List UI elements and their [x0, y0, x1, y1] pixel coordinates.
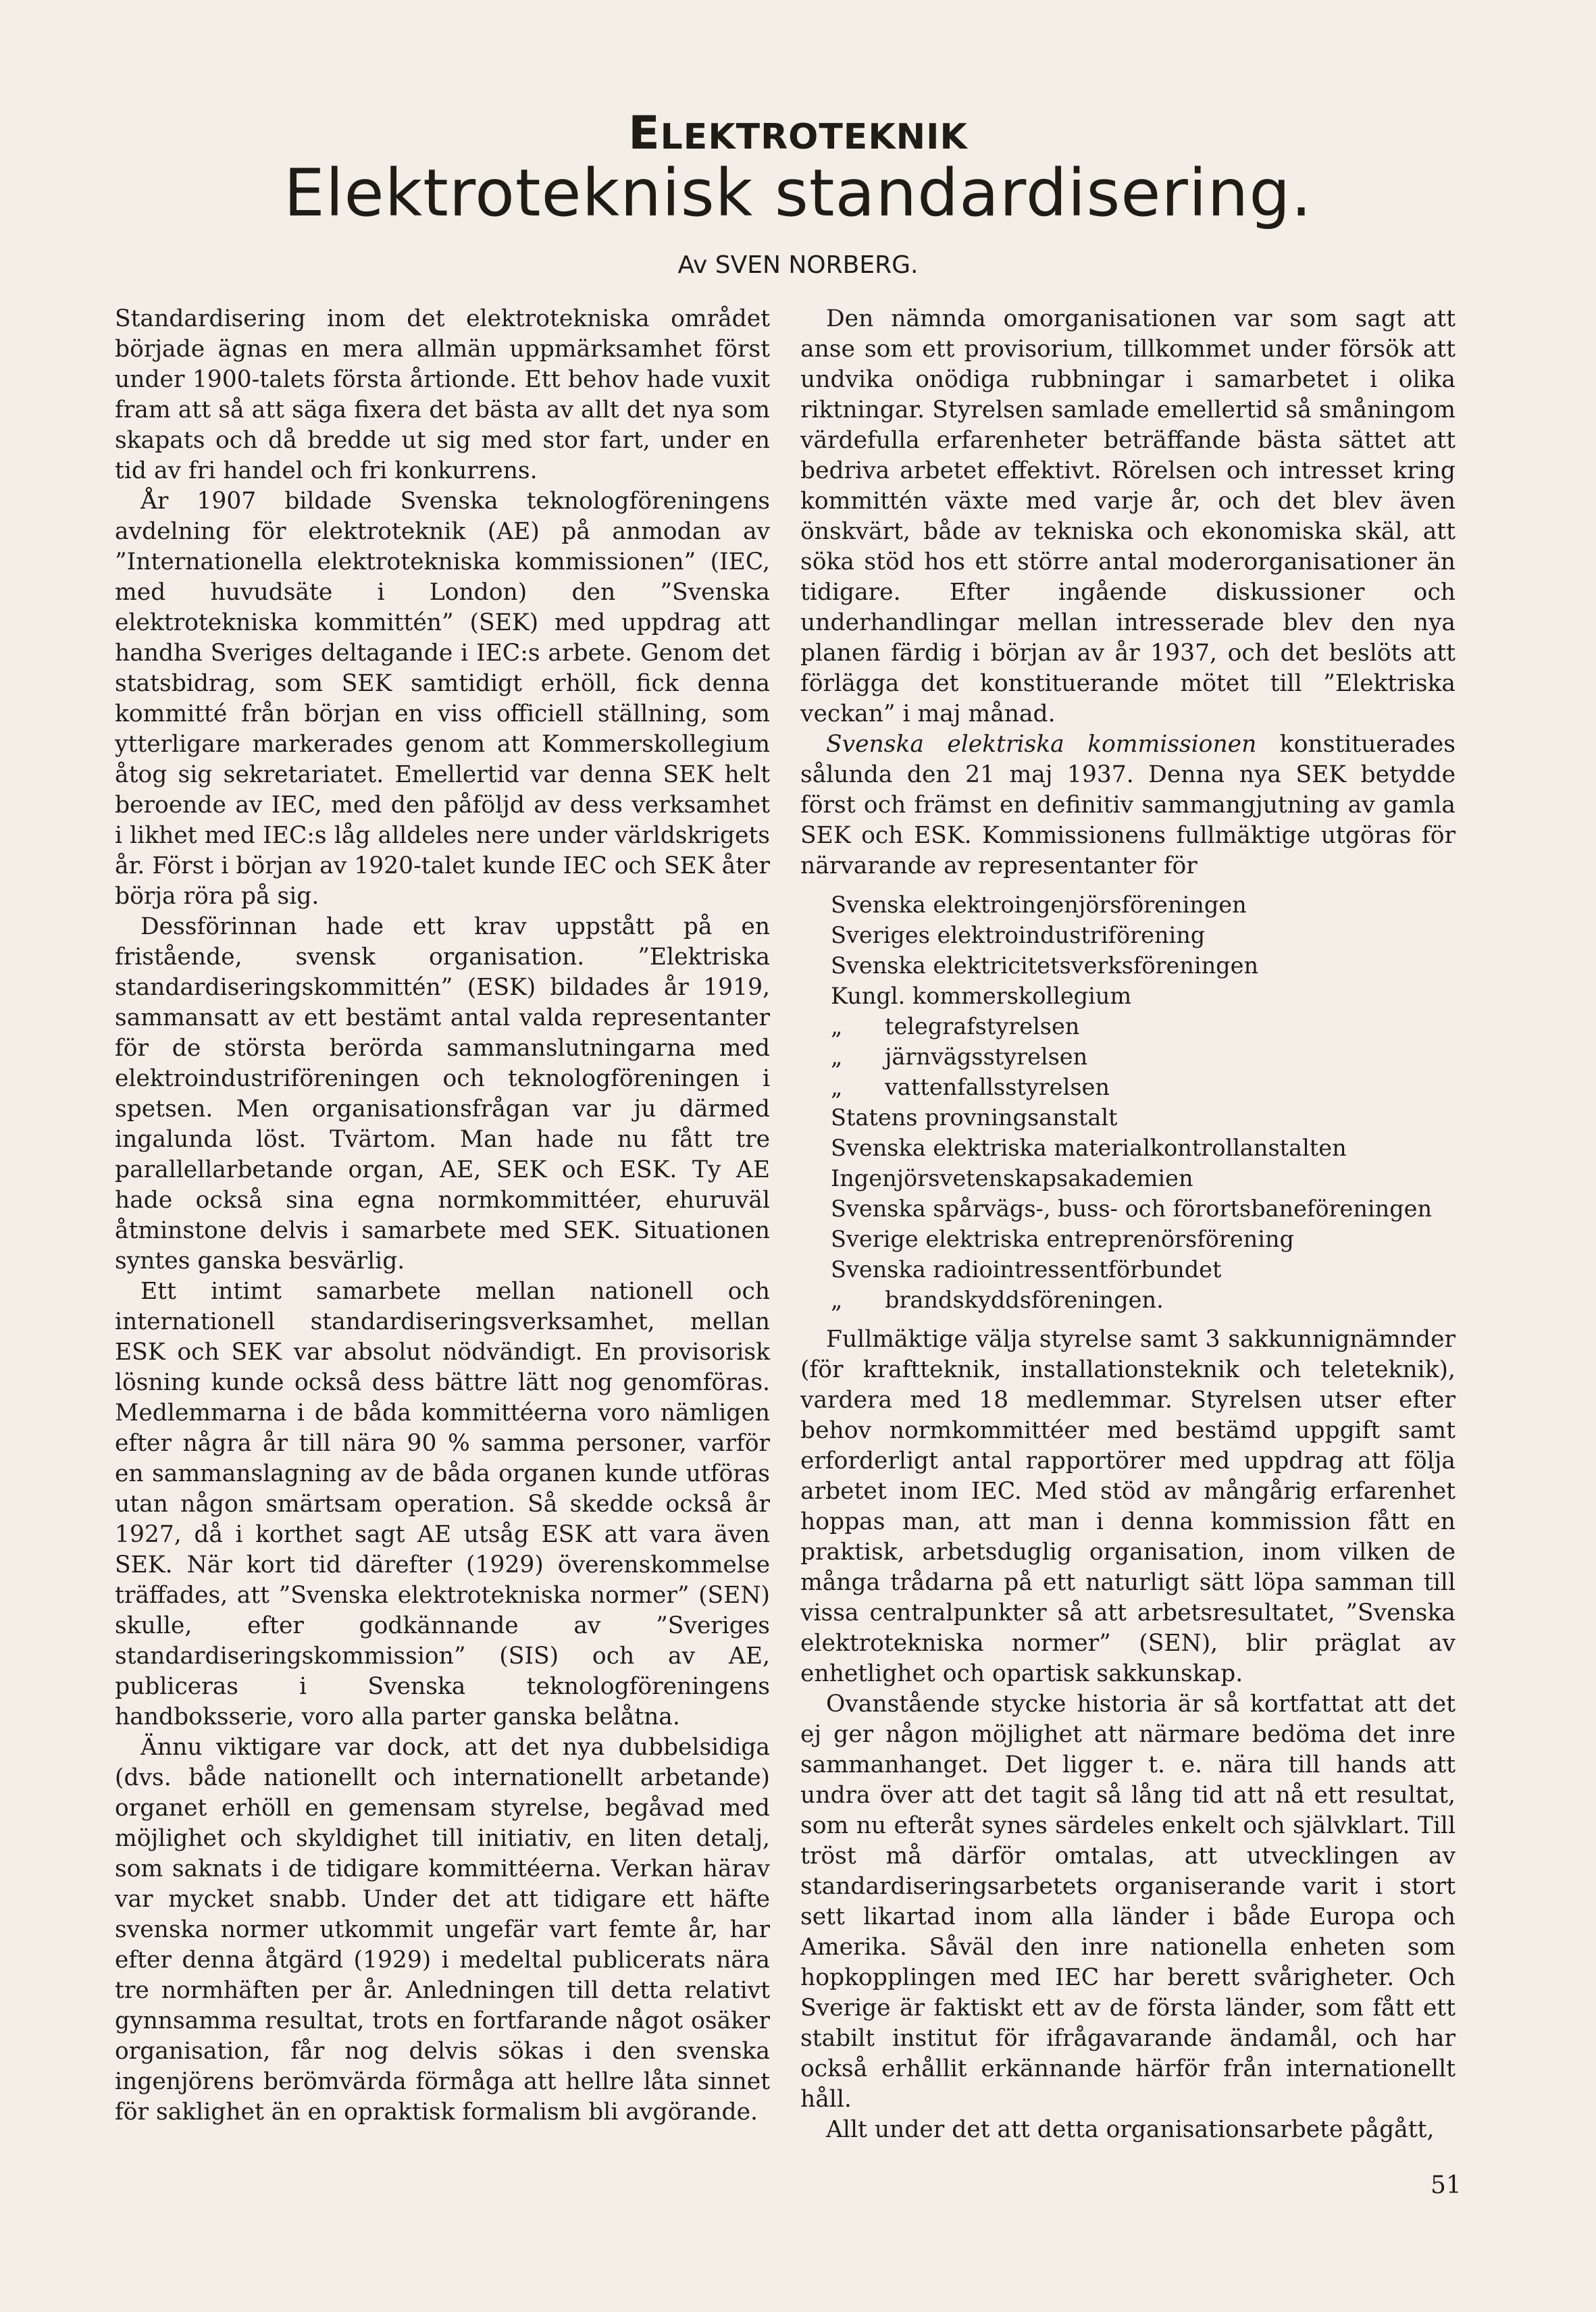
ditto-mark: „: [831, 1013, 843, 1039]
member-name: Kungl. kommerskollegium: [831, 983, 1132, 1009]
member-name: brandskyddsföreningen.: [885, 1287, 1164, 1313]
list-item: [831, 1133, 1456, 1163]
list-item: [831, 1102, 1456, 1133]
section-label-initial: E: [628, 107, 661, 160]
member-name: Sverige elektriska entreprenörsförening: [831, 1226, 1294, 1252]
paragraph: Ovanstående stycke historia är så kortfattat att det ej ger någon möjlighet att närmare bedöma det inre sammanhanget. Det ligger t. e. nära till hands att undra över att det tagit så lång tid att nå ett resultat, som nu efteråt synes särdeles enkelt och självklart. Till tröst må därför omtalas, att utvecklingen av standardiseringsarbetets organiserande varit i stort sett likartad inom alla länder i både Europa och Amerika. Såväl den inre nationella enheten som hopkopplingen med IEC har berett svårigheter. Och Sverige är faktiskt ett av de första länder, som fått ett stabilt institut för ifrågavarande ändamål, och har också erhållit erkännande härför från internationellt håll.: [800, 1691, 1456, 2113]
ditto-mark: „: [831, 1044, 843, 1070]
member-name: Ingenjörsvetenskapsakademien: [831, 1165, 1193, 1191]
member-name: Svenska elektricitetsverksföreningen: [831, 952, 1259, 979]
list-item: [831, 1193, 1456, 1224]
ditto-mark: „: [831, 1287, 843, 1313]
member-name: Svenska radiointressentförbundet: [831, 1256, 1222, 1283]
list-item: [831, 1072, 1456, 1102]
member-name: Svenska elektroingenjörsföreningen: [831, 892, 1247, 918]
paragraph: Den nämnda omorganisationen var som sagt att anse som ett provisorium, tillkommet under försök att undvika onödiga rubbningar i samarbetet i olika riktningar. Styrelsen samlade emellertid så småningom värdefulla erfarenheter beträffande bästa sättet att bedriva arbetet effektivt. Rörelsen och intresset kring kommittén växte med varje år, och det blev även önskvärt, både av tekniska och ekonomiska skäl, att söka stöd hos ett större antal moderorganisationer än tidigare. Efter ingående diskussioner och underhandlingar mellan intresserade blev den nya planen färdig i början av år 1937, och det beslöts att förlägga det konstituerande mötet till ”Elektriska veckan” i maj månad.: [800, 305, 1456, 727]
right-column: [800, 304, 1456, 2145]
list-item: [831, 1254, 1456, 1285]
member-name: Statens provningsanstalt: [831, 1104, 1118, 1131]
paragraph: Standardisering inom det elektrotekniska området började ägnas en mera allmän uppmärksamhet först under 1900-talets första årtionde. Ett behov hade vuxit fram att så att säga fixera det bästa av allt det nya som skapats och då bredde ut sig med stor fart, under en tid av fri handel och fri konkurrens.: [115, 305, 770, 484]
list-item: [831, 890, 1456, 920]
paragraph: Dessförinnan hade ett krav uppstått på en fristående, svensk organisation. ”Elektriska standardiseringskommittén” (ESK) bildades år 1919, sammansatt av ett bestämt antal valda representanter för de största berörda sammanslutningarna med elektroindustriföreningen och teknologföreningen i spetsen. Men organisationsfrågan var ju därmed ingalunda löst. Tvärtom. Man hade nu fått tre parallellarbetande organ, AE, SEK och ESK. Ty AE hade också sina egna normkommittéer, ehuruväl åtminstone delvis i samarbete med SEK. Situationen syntes ganska besvärlig.: [115, 913, 770, 1275]
commission-name: Svenska elektriska kommissionen: [826, 731, 1257, 758]
page-number: 51: [1431, 2172, 1462, 2199]
article-title: Elektroteknisk standardisering.: [284, 155, 1312, 231]
list-item: [831, 950, 1456, 981]
list-item: [831, 920, 1456, 950]
list-item: [831, 981, 1456, 1011]
list-item: [831, 1042, 1456, 1072]
section-label-rest: LEKTROTEKNIK: [660, 117, 968, 157]
paragraph: Fullmäktige välja styrelse samt 3 sakkunnignämnder (för kraftteknik, installationsteknik och teleteknik), vardera med 18 medlemmar. Styrelsen utser efter behov normkommittéer med bestämd uppgift samt erforderligt antal rapportörer med uppdrag att följa arbetet inom IEC. Med stöd av mångårig erfarenhet hoppas man, att man i denna kommission fått en praktisk, arbetsduglig organisation, inom vilken de många trådarna på ett naturligt sätt löpa samman till vissa centralpunkter så att arbetsresultatet, ”Svenska elektrotekniska normer” (SEN), blir präglat av enhetlighet och opartisk sakkunskap.: [800, 1326, 1456, 1687]
list-item: [831, 1011, 1456, 1042]
byline: Av SVEN NORBERG.: [677, 251, 919, 279]
member-name: Svenska spårvägs-, buss- och förortsbaneföreningen: [831, 1196, 1433, 1222]
member-organization-list: [831, 890, 1456, 1315]
list-item: [831, 1224, 1456, 1254]
paragraph: År 1907 bildade Svenska teknologföreningens avdelning för elektroteknik (AE) på anmodan av ”Internationella elektrotekniska kommissionen” (IEC, med huvudsäte i London) den ”Svenska elektrotekniska kommittén” (SEK) med uppdrag att handha Sveriges deltagande i IEC:s arbete. Genom det statsbidrag, som SEK samtidigt erhöll, fick denna kommitté från början en viss officiell ställning, som ytterligare markerades genom att Kommerskollegium åtog sig sekretariatet. Emellertid var denna SEK helt beroende av IEC, med den påföljd av dess verksamhet i likhet med IEC:s låg alldeles nere under världskrigets år. Först i början av 1920-talet kunde IEC och SEK åter börja röra på sig.: [115, 488, 770, 910]
member-name: Sveriges elektroindustriförening: [831, 922, 1206, 948]
member-name: telegrafstyrelsen: [885, 1013, 1080, 1039]
section-label: [0, 107, 1596, 160]
member-name: Svenska elektriska materialkontrollanstalten: [831, 1135, 1347, 1161]
left-column: [115, 304, 770, 2128]
member-name: järnvägsstyrelsen: [885, 1044, 1088, 1070]
paragraph: Ännu viktigare var dock, att det nya dubbelsidiga (dvs. både nationellt och internationellt arbetande) organet erhöll en gemensam styrelse, begåvad med möjlighet och skyldighet till initiativ, en liten detalj, som saknats i de tidigare kommittéerna. Verkan härav var mycket snabb. Under det att tidigare ett häfte svenska normer utkommit ungefär vart femte år, har efter denna åtgärd (1929) i medeltal publicerats nära tre normhäften per år. Anledningen till detta relativt gynnsamma resultat, trots en fortfarande något osäker organisation, får nog delvis sökas i den svenska ingenjörens berömvärda förmåga att hellre låta sinnet för saklighet än en opraktisk formalism bli avgörande.: [115, 1734, 770, 2126]
member-name: vattenfallsstyrelsen: [885, 1074, 1110, 1100]
paragraph: Allt under det att detta organisationsarbete pågått,: [826, 2116, 1435, 2143]
list-item: [831, 1285, 1456, 1315]
paragraph: Ett intimt samarbete mellan nationell och internationell standardiseringsverksamhet, mellan ESK och SEK var absolut nödvändigt. En provisorisk lösning kunde också dess bättre lätt nog genomföras. Medlemmarna i de båda kommittéerna voro nämligen efter några år till nära 90 % samma personer, varför en sammanslagning av de båda organen kunde utföras utan någon smärtsam operation. Så skedde också år 1927, då i korthet sagt AE utsåg ESK att vara även SEK. När kort tid därefter (1929) överenskommelse träffades, att ”Svenska elektrotekniska normer” (SEN) skulle, efter godkännande av ”Sveriges standardiseringskommission” (SIS) och av AE, publiceras i Svenska teknologföreningens handboksserie, voro alla parter ganska belåtna.: [115, 1278, 770, 1730]
list-item: [831, 1163, 1456, 1193]
ditto-mark: „: [831, 1074, 843, 1100]
paragraph: [800, 729, 1456, 881]
paragraph-text: konstituerades sålunda den 21 maj 1937. Denna nya SEK betydde först och främst en definitiv sammangjutning av gamla SEK och ESK. Kommissionens fullmäktige utgöras för närvarande av representanter för: [800, 731, 1456, 879]
